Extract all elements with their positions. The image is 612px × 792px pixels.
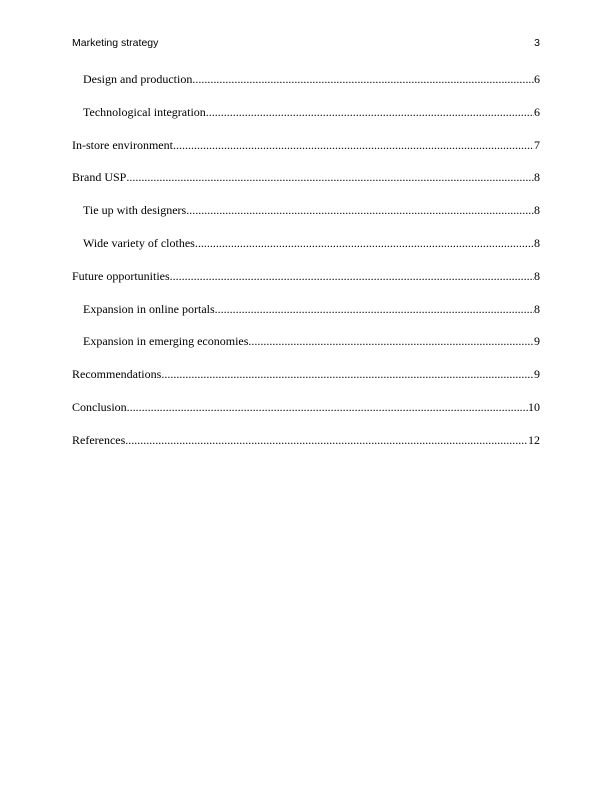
toc-entry-page: 6 <box>534 72 540 86</box>
toc-entry-tie-up-with-designers[interactable] <box>72 203 540 217</box>
toc-entry-page: 7 <box>534 137 540 152</box>
toc-entry-page: 10 <box>528 399 540 414</box>
toc-entry-page: 8 <box>534 268 540 283</box>
toc-dot-leader <box>192 72 534 86</box>
toc-dot-leader <box>126 170 534 184</box>
toc-entry-text: Expansion in emerging economies <box>83 334 249 349</box>
toc-entry-expansion-in-online-portals[interactable] <box>72 302 540 316</box>
toc-entry-page: 6 <box>534 104 540 119</box>
toc-entry-text: Design and production <box>83 72 193 86</box>
toc-dot-leader <box>195 236 534 250</box>
toc-entry-future-opportunities[interactable] <box>72 269 540 283</box>
toc-entry-text: Conclusion <box>72 399 127 414</box>
toc-dot-leader <box>125 433 528 447</box>
toc-dot-leader <box>170 269 534 283</box>
toc-entry-wide-variety-of-clothes[interactable] <box>72 236 540 250</box>
toc-entry-page: 8 <box>534 203 540 218</box>
toc-dot-leader <box>215 302 534 316</box>
toc-dot-leader <box>206 105 534 119</box>
running-head-title: Marketing strategy <box>72 37 159 49</box>
page-number: 3 <box>534 37 540 49</box>
toc-entry-design-and-production[interactable] <box>72 72 540 86</box>
toc-entry-text: Wide variety of clothes <box>83 235 195 250</box>
toc-entry-brand-usp[interactable] <box>72 170 540 184</box>
toc-entry-in-store-environment[interactable] <box>72 138 540 152</box>
toc-dot-leader <box>248 334 534 348</box>
toc-entry-page: 12 <box>528 432 540 447</box>
toc-entry-text: Future opportunities <box>72 268 170 283</box>
table-of-contents <box>72 72 540 466</box>
toc-entry-expansion-in-emerging-economies[interactable] <box>72 334 540 348</box>
toc-entry-text: In-store environment <box>72 137 173 152</box>
toc-dot-leader <box>186 203 534 217</box>
toc-entry-conclusion[interactable] <box>72 400 540 414</box>
toc-entry-text: References <box>72 432 126 447</box>
toc-entry-recommendations[interactable] <box>72 367 540 381</box>
toc-entry-page: 8 <box>534 170 540 185</box>
toc-dot-leader <box>161 367 534 381</box>
toc-entry-text: Expansion in online portals <box>83 301 215 316</box>
toc-entry-text: Technological integration <box>83 104 206 119</box>
toc-entry-technological-integration[interactable] <box>72 105 540 119</box>
toc-entry-page: 8 <box>534 235 540 250</box>
toc-entry-text: Recommendations <box>72 367 162 382</box>
toc-entry-page: 8 <box>534 301 540 316</box>
toc-entry-references[interactable] <box>72 433 540 447</box>
toc-entry-page: 9 <box>534 334 540 349</box>
toc-dot-leader <box>173 138 534 152</box>
toc-dot-leader <box>127 400 528 414</box>
toc-entry-text: Tie up with designers <box>83 203 187 218</box>
toc-entry-text: Brand USP <box>72 170 127 185</box>
toc-entry-page: 9 <box>534 367 540 382</box>
page-header <box>72 36 540 50</box>
